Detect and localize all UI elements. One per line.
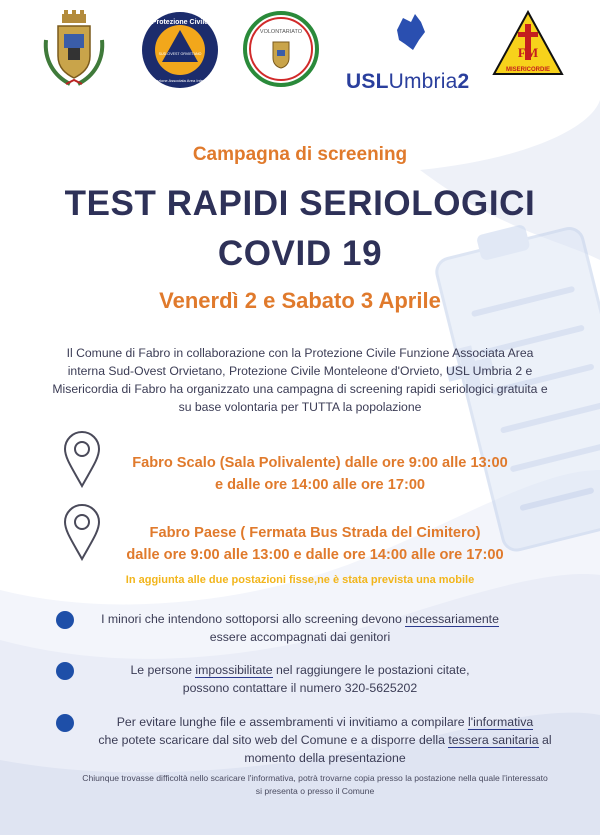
notice-minors-text-2: essere accompagnati dai genitori	[209, 630, 391, 644]
usl-text-a: USL	[346, 70, 389, 93]
volontariato-text: VOLONTARIATO	[259, 29, 303, 35]
umbria-region-icon	[385, 10, 435, 56]
notice-info-text-3: al	[538, 733, 552, 747]
notice-info-text: Per evitare lunghe file e assembramenti vi invitiamo a compilare	[116, 715, 469, 729]
event-date: Venerdì 2 e Sabato 3 Aprile	[159, 288, 441, 313]
location-fabro-paese	[90, 522, 540, 566]
footnote: Chiunque trovasse difficoltà nello scaricare l'informativa, potrà trovarne copia presso la postazione nella quale l'interessato si presenta o presso il Comune	[82, 773, 548, 796]
pc-bottom-text: Funzione Associata Area Interna	[151, 78, 209, 83]
misericordie-letters: FM	[517, 45, 539, 60]
logos-row	[0, 10, 600, 100]
misericordie-logo-icon	[492, 10, 564, 84]
location-2-line1: Fabro Paese ( Fermata Bus Strada del Cimitero)	[149, 525, 481, 541]
bullet-dot-icon	[56, 662, 74, 680]
location-1-line2: e dalle ore 14:00 alle ore 17:00	[214, 477, 426, 493]
usl-text-b: Umbria	[388, 70, 458, 93]
location-1-line1: Fabro Scalo (Sala Polivalente) dalle ore 9:00 alle 13:00	[132, 455, 508, 471]
location-pin-icon	[62, 430, 102, 488]
notice-minors-text: I minori che intendono sottoporsi allo screening devono	[101, 612, 406, 626]
notice-minors-emphasis: necessariamente	[405, 612, 499, 626]
notice-contact-phone: possono contattare il numero 320-5625202	[182, 681, 418, 695]
page-title-line1: TEST RAPIDI SERIOLOGICI	[64, 184, 536, 223]
mobile-station-note: In aggiunta alle due postazioni fisse,ne è stata prevista una mobile	[125, 574, 475, 586]
intro-paragraph: Il Comune di Fabro in collaborazione con la Protezione Civile Funzione Associata Area interna Sud-Ovest Orvietano, Protezione Civile Monteleone d'Orvieto, USL Umbria 2 e Misericordia di Fabro ha organizzato una campagna di screening rapidi seriologici gratuita e su base volontaria per TUTTA la popolazione	[52, 346, 548, 414]
notice-contact	[80, 661, 520, 697]
notice-info-link: l'informativa	[468, 715, 534, 729]
usl-text-c: 2	[457, 70, 470, 93]
location-fabro-scalo	[100, 452, 540, 496]
notice-contact-text-2: nel raggiungere le postazioni citate,	[272, 663, 470, 677]
volontariato-logo-icon	[243, 10, 319, 88]
notice-info-emphasis: tessera sanitaria	[448, 733, 539, 747]
location-2-line2: dalle ore 9:00 alle 13:00 e dalle ore 14:00 alle ore 17:00	[126, 547, 504, 563]
usl-umbria-logo-text	[346, 70, 469, 94]
pc-top-text: Protezione Civile	[151, 19, 209, 26]
page-title-line2: COVID 19	[217, 234, 383, 273]
subtitle: Campagna di screening	[192, 144, 408, 165]
pc-mid-text: SUD-OVEST ORVIETANO	[158, 52, 202, 56]
fabro-coat-of-arms-icon	[40, 10, 108, 90]
bullet-dot-icon	[56, 611, 74, 629]
notice-contact-text: Le persone	[130, 663, 196, 677]
notice-contact-emphasis: impossibilitate	[195, 663, 273, 677]
notice-minors	[80, 610, 520, 646]
misericordie-text: MISERICORDIE	[505, 67, 551, 73]
protezione-civile-logo-icon	[140, 10, 220, 90]
notice-info-text-4: momento della presentazione	[244, 751, 406, 765]
notice-info-text-2: che potete scaricare dal sito web del Comune e a disporre della	[98, 733, 449, 747]
notice-informativa	[80, 713, 570, 767]
bullet-dot-icon	[56, 714, 74, 732]
